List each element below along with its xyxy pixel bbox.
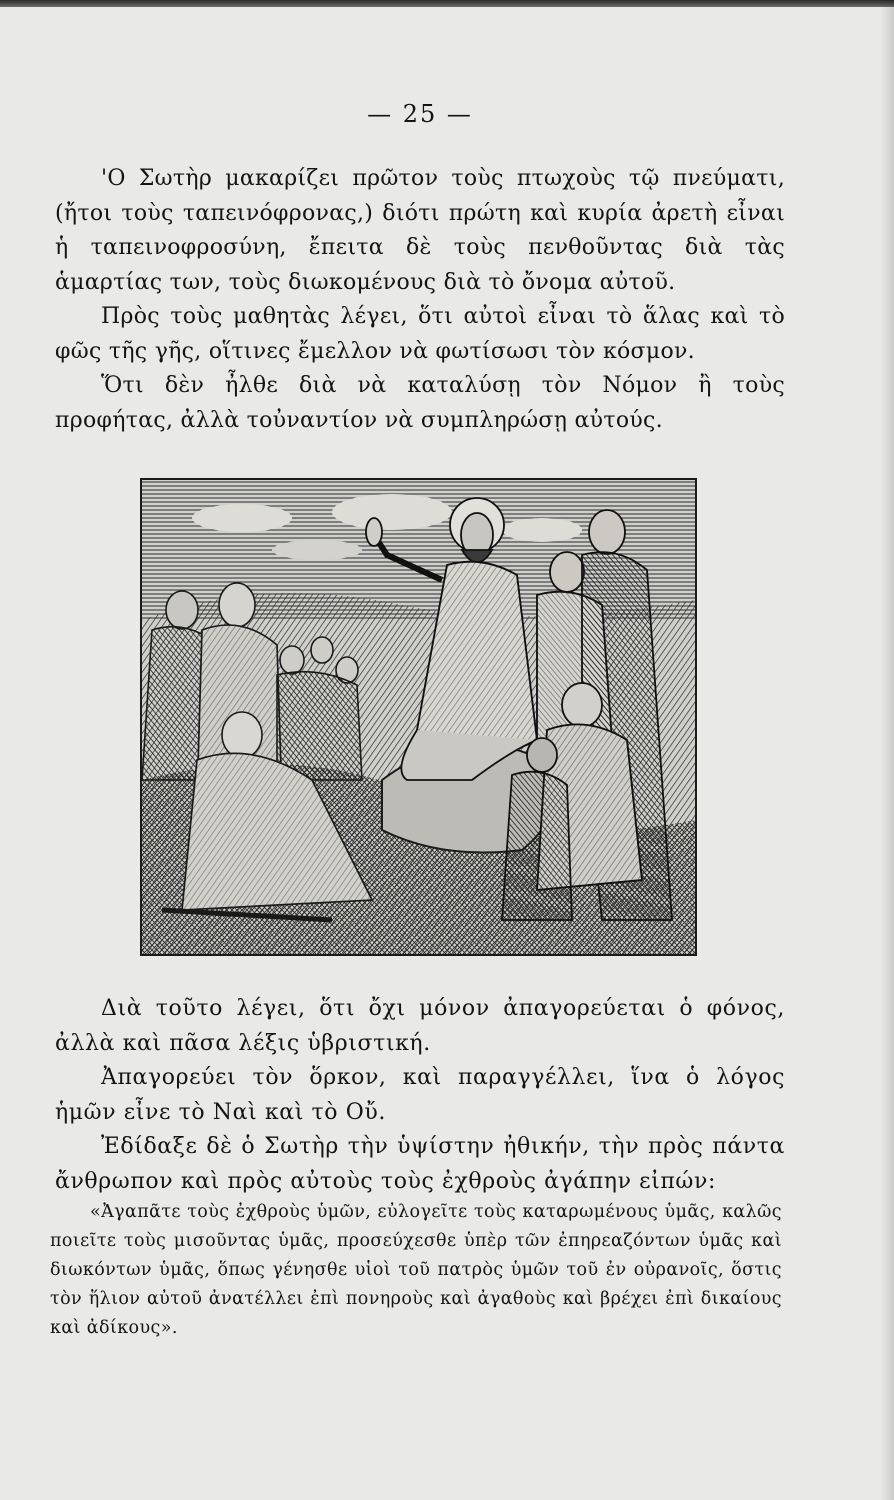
page-number: — 25 — [367, 100, 473, 128]
paragraph-ethics: Ἐδίδαξε δὲ ὁ Σωτὴρ τὴν ὑψίστην ἠθικήν, τὴν πρὸς πάντα ἄνθρωπον καὶ πρὸς αὐτοὺς τοὺς ἐχθροὺς ἀγάπην εἰπών: [55, 1134, 785, 1194]
page-top-edge [0, 0, 894, 7]
paragraph-oath: Ἀπαγορεύει τὸν ὅρκον, καὶ παραγγέλλει, ἵνα ὁ λόγος ἡμῶν εἶνε τὸ Ναὶ καὶ τὸ Οὔ. [55, 1065, 785, 1125]
paragraph-law-and-prophets: Ὅτι δὲν ἦλθε διὰ νὰ καταλύσῃ τὸν Νόμον ἢ τοὺς προφήτας, ἀλλὰ τοὐναντίον νὰ συμπληρώσῃ αὐτούς. [55, 373, 785, 433]
paragraph-beatitudes: 'Ο Σωτὴρ μακαρίζει πρῶτον τοὺς πτωχοὺς τῷ πνεύματι, (ἤτοι τοὺς ταπεινόφρονας,) διότι πρώτη καὶ κυρία ἀρετὴ εἶναι ἡ ταπεινοφροσύνη, ἔπειτα δὲ τοὺς πενθοῦντας διὰ τὰς ἁμαρτίας των, τοὺς διωκομένους διὰ τὸ ὄνομα αὐτοῦ. [55, 166, 785, 295]
paragraph-salt-and-light: Πρὸς τοὺς μαθητὰς λέγει, ὅτι αὐτοὶ εἶναι τὸ ἅλας καὶ τὸ φῶς τῆς γῆς, οἵτινες ἔμελλον νὰ φωτίσωσι τὸν κόσμον. [55, 304, 785, 364]
sermon-illustration [140, 478, 697, 956]
sermon-on-the-mount-engraving-icon [142, 480, 695, 954]
page-right-shadow [880, 0, 894, 1500]
quote-love-enemies: «Ἀγαπᾶτε τοὺς ἐχθροὺς ὑμῶν, εὐλογεῖτε τοὺς καταρωμένους ὑμᾶς, καλῶς ποιεῖτε τοὺς μισοῦντας ὑμᾶς, προσεύχεσθε ὑπὲρ τῶν ἐπηρεαζόντων ὑμᾶς καὶ διωκόντων ὑμᾶς, ὅπως γένησθε υἱοὶ τοῦ πατρὸς ὑμῶν τοῦ ἐν οὐρανοῖς, ὅστις τὸν ἥλιον αὐτοῦ ἀνατέλλει ἐπὶ πονηροὺς καὶ ἀγαθοὺς καὶ βρέχει ἐπὶ δικαίους καὶ ἀδίκους». [50, 1202, 782, 1338]
paragraph-murder: Διὰ τοῦτο λέγει, ὅτι ὄχι μόνον ἀπαγορεύεται ὁ φόνος, ἀλλὰ καὶ πᾶσα λέξις ὑβριστική. [55, 996, 785, 1056]
